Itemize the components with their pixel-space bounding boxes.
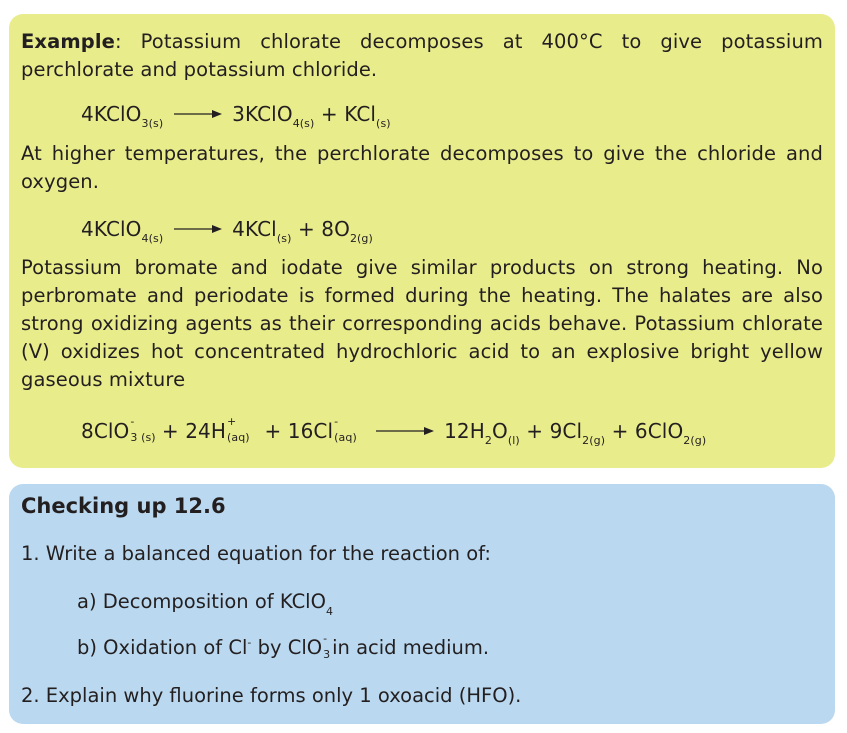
paragraph-2: At higher temperatures, the perchlorate decomposes to give the chloride and oxygen.: [21, 142, 823, 193]
eq1-reactant: 4KClO: [81, 102, 142, 126]
eq3-reactant-1-charge: - 3 (s): [130, 415, 156, 444]
eq3-reactant-3: 16Cl: [287, 419, 334, 443]
equation-3: 8ClO - 3 (s) + 24H + (aq) + 16Cl - (aq) $12H_2O_{(l)} + 9Cl_{2(g)} + 6ClO_{2(g)}$: [81, 415, 707, 447]
eq3-reactant-2: 24H: [185, 419, 226, 443]
eq3-plus-1: +: [161, 419, 179, 443]
eq2-plus: +: [297, 217, 315, 241]
eq3-plus-4: +: [611, 419, 629, 443]
reaction-arrow-icon: [376, 426, 434, 436]
eq2-product-2-sub: 2(g): [349, 232, 373, 245]
paragraph-3: Potassium bromate and iodate give similar products on strong heating. No perbromate and periodate is formed during the heating. The halates are also strong oxidizing agents as their corresponding acids behave. Potassium chlorate (V) oxidizes hot concentrated hydrochloric acid to an explosive bright yellow gaseous mixture: [21, 256, 823, 391]
eq1-product-2-sub: (s): [376, 117, 391, 130]
question-1a: a) Decomposition of KClO$_4$: [77, 590, 333, 618]
equation-2: [81, 217, 373, 245]
question-1b: b) Oxidation of Cl- by ClO - 3 in acid medium.: [77, 632, 490, 661]
eq1-plus: +: [320, 102, 338, 126]
eq2-product-2: 8O: [321, 217, 350, 241]
eq3-reactant-1: 8ClO: [81, 419, 130, 443]
eq3-product-3: 6ClO: [634, 419, 684, 443]
question-1: 1. Write a balanced equation for the reaction of:: [21, 542, 491, 565]
equation-1: [81, 102, 391, 130]
eq1-reactant-sub: 3(s): [141, 117, 164, 130]
checking-title: Checking up 12.6: [21, 494, 226, 518]
question-2: 2. Explain why fluorine forms only 1 oxoacid (HFO).: [21, 684, 522, 707]
eq3-reactant-2-charge: + (aq): [226, 415, 250, 444]
eq1-product-2: KCl: [344, 102, 377, 126]
eq2-product-1-sub: (s): [276, 232, 292, 245]
eq1-product-1: 3KClO: [232, 102, 293, 126]
eq3-plus-2: +: [264, 419, 282, 443]
eq3-plus-3: +: [526, 419, 544, 443]
eq3-product-2: 9Cl: [549, 419, 583, 443]
eq2-reactant-sub: 4(s): [141, 232, 164, 245]
eq1-product-1-sub: 4(s): [292, 117, 315, 130]
eq3-reactant-3-charge: - (aq): [334, 415, 357, 444]
example-intro: [21, 28, 823, 84]
eq2-reactant: 4KClO: [81, 217, 142, 241]
example-label: Example: [21, 30, 115, 53]
reaction-arrow-icon: [174, 109, 222, 119]
eq3-product-1: 12H: [444, 419, 485, 443]
reaction-arrow-icon: [174, 224, 222, 234]
example-box: [9, 14, 835, 468]
example-intro-text: : Potassium chlorate decomposes at 400°C to give potassium perchlorate and potassium chloride.: [21, 30, 823, 81]
eq2-product-1: 4KCl: [232, 217, 277, 241]
checking-up-box: [9, 484, 835, 724]
